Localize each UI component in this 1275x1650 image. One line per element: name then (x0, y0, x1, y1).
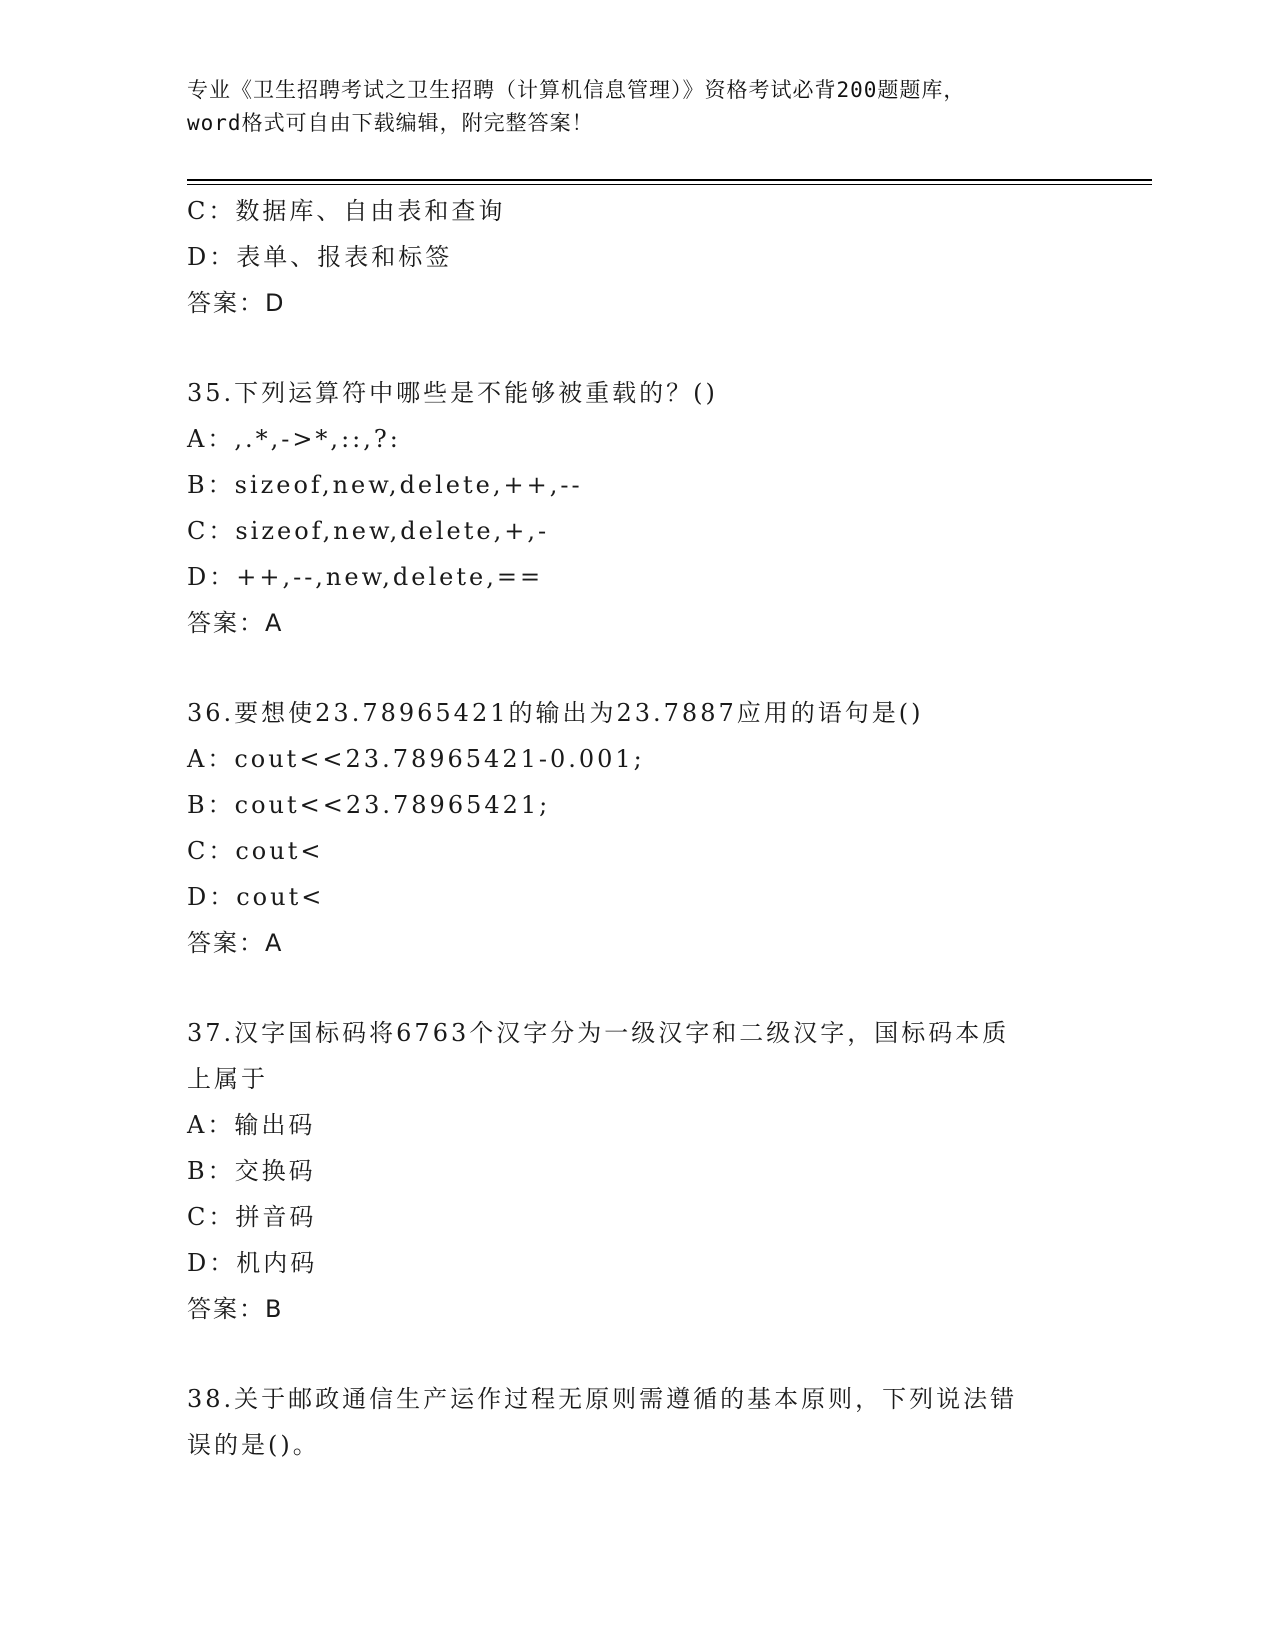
question-list (187, 188, 1087, 1468)
question-37 (187, 1010, 1087, 1332)
spacer (187, 966, 1087, 1010)
question-36 (187, 690, 1087, 966)
question-38-text-line-2: 误的是()。 (187, 1431, 320, 1459)
question-34-option-c: C：数据库、自由表和查询 (187, 197, 506, 225)
spacer (187, 646, 1087, 690)
spacer (187, 1332, 1087, 1376)
header-title-line-1: 专业《卫生招聘考试之卫生招聘（计算机信息管理）》资格考试必背200题题库， (187, 78, 966, 102)
question-34-option-d: D：表单、报表和标签 (187, 243, 453, 271)
question-36-option-b: B：cout<<23.78965421; (187, 791, 551, 819)
header-divider-thin (187, 184, 1152, 185)
document-header (187, 74, 1087, 140)
question-35 (187, 370, 1087, 646)
question-36-answer: 答案：A (187, 929, 284, 957)
question-37-option-d: D：机内码 (187, 1249, 318, 1277)
header-divider-thick (187, 179, 1152, 181)
question-37-option-c: C：拼音码 (187, 1203, 317, 1231)
question-36-option-c: C：cout< (187, 837, 324, 865)
question-37-text-line-2: 上属于 (187, 1065, 268, 1093)
question-35-option-d: D：++,--,new,delete,== (187, 563, 544, 591)
question-35-answer: 答案：A (187, 609, 284, 637)
question-36-text: 36.要想使23.78965421的输出为23.7887应用的语句是() (187, 699, 924, 727)
question-37-option-b: B：交换码 (187, 1157, 316, 1185)
spacer (187, 326, 1087, 370)
question-35-option-c: C：sizeof,new,delete,+,- (187, 517, 550, 545)
question-37-option-a: A：输出码 (187, 1111, 316, 1139)
question-35-text: 35.下列运算符中哪些是不能够被重载的？() (187, 379, 718, 407)
question-38-text-line-1: 38.关于邮政通信生产运作过程无原则需遵循的基本原则，下列说法错 (187, 1385, 1018, 1413)
header-title-line-2: word格式可自由下载编辑，附完整答案！ (187, 111, 594, 135)
question-38 (187, 1376, 1087, 1468)
question-35-option-a: A：,.*,->*,::,?: (187, 425, 401, 453)
question-34-tail (187, 188, 1087, 326)
question-37-answer: 答案：B (187, 1295, 284, 1323)
question-37-text-line-1: 37.汉字国标码将6763个汉字分为一级汉字和二级汉字，国标码本质 (187, 1019, 1010, 1047)
question-36-option-d: D：cout< (187, 883, 325, 911)
question-34-answer: 答案：D (187, 289, 286, 317)
question-36-option-a: A：cout<<23.78965421-0.001; (187, 745, 645, 773)
question-35-option-b: B：sizeof,new,delete,++,-- (187, 471, 583, 499)
